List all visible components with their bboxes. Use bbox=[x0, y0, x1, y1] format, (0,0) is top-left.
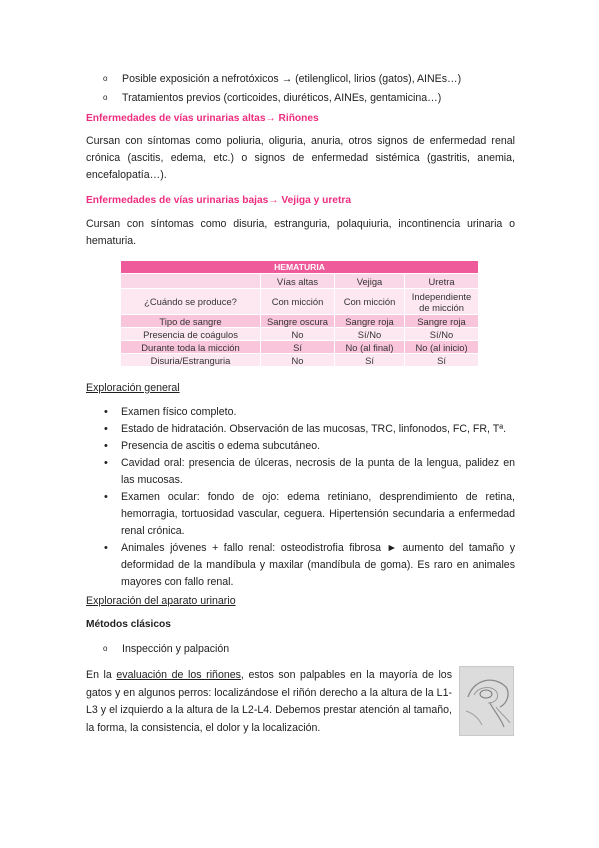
circle-bullet-icon: o bbox=[103, 644, 108, 653]
metodos-clasicos-subheading: Métodos clásicos bbox=[86, 619, 171, 630]
table-header-row bbox=[121, 274, 479, 289]
filled-dot-icon: • bbox=[104, 542, 108, 554]
table-cell: Sí bbox=[335, 354, 405, 367]
list-item bbox=[103, 438, 515, 455]
column-header: Vías altas bbox=[261, 274, 335, 289]
list-item bbox=[103, 89, 523, 108]
list-item bbox=[103, 421, 515, 438]
list-item-text: Posible exposición a nefrotóxicos → (etilenglicol, lirios (gatos), AINEs…) bbox=[122, 73, 462, 85]
table-cell: ¿Cuándo se produce? bbox=[121, 289, 261, 315]
paragraph-text: En la bbox=[86, 669, 117, 681]
table-cell: No (al final) bbox=[335, 341, 405, 354]
table-cell: No (al inicio) bbox=[405, 341, 479, 354]
palpation-illustration bbox=[459, 666, 514, 736]
hematuria-table bbox=[120, 260, 479, 367]
table-row bbox=[121, 328, 479, 341]
list-item-text: Inspección y palpación bbox=[122, 643, 230, 655]
table-cell: No bbox=[261, 354, 335, 367]
circle-bullet-icon: o bbox=[103, 92, 108, 102]
table-cell: Tipo de sangre bbox=[121, 315, 261, 328]
paragraph-text: , estos son palpables en la mayoría de los gatos y en algunos perros: localizándose el riñón derecho a la altura de la L1-L3 y el izquierdo a la altura de la L2-L4. Debemos prestar atención al tamaño, la forma, la consistencia, el dolor y la localización. bbox=[86, 669, 453, 734]
table-row bbox=[121, 354, 479, 367]
table-cell: Sangre oscura bbox=[261, 315, 335, 328]
palpation-sketch-icon bbox=[460, 667, 513, 735]
table-cell: Independiente de micción bbox=[405, 289, 479, 315]
list-item bbox=[103, 489, 515, 540]
table-cell: Disuria/Estranguria bbox=[121, 354, 261, 367]
list-item bbox=[103, 70, 523, 89]
table-title-row bbox=[121, 261, 479, 274]
top-list bbox=[103, 70, 523, 107]
list-item-text: Tratamientos previos (corticoides, diuréticos, AINEs, gentamicina…) bbox=[122, 91, 442, 104]
filled-dot-icon: • bbox=[104, 491, 108, 503]
list-item-text: Cavidad oral: presencia de úlceras, necrosis de la punta de la lengua, palidez en las mucosas. bbox=[121, 457, 515, 486]
riñones-paragraph bbox=[86, 667, 452, 737]
table-cell: No bbox=[261, 328, 335, 341]
table-cell: Sí bbox=[405, 354, 479, 367]
column-header: Uretra bbox=[405, 274, 479, 289]
bajas-heading: Enfermedades de vías urinarias bajas→ Vejiga y uretra bbox=[86, 195, 351, 206]
list-item-text: Animales jóvenes + fallo renal: osteodistrofia fibrosa ► aumento del tamaño y deformidad de la mandíbula y maxilar (mandíbula de goma). Es raro en animales mayores con fallo renal. bbox=[121, 542, 515, 588]
table-cell: Sí/No bbox=[405, 328, 479, 341]
column-header: Vejiga bbox=[335, 274, 405, 289]
list-item-text: Estado de hidratación. Observación de las mucosas, TRC, linfonodos, FC, FR, Tª. bbox=[121, 423, 507, 435]
exploracion-urinario-heading: Exploración del aparato urinario bbox=[86, 595, 236, 607]
list-item bbox=[103, 640, 523, 659]
altas-paragraph: Cursan con síntomas como poliuria, oliguria, anuria, otros signos de enfermedad renal crónica (ascitis, edema, etc.) o signos de enfermedad sistémica (gastritis, anemia, encefalopatía…). bbox=[86, 135, 515, 181]
list-item-text: Examen ocular: fondo de ojo: edema retiniano, desprendimiento de retina, hemorragia, tortuosidad vascular, ceguera. Hipertensión secundaria a enfermedad renal crónica. bbox=[121, 491, 515, 537]
list-item bbox=[103, 455, 515, 489]
list-item-text: Examen físico completo. bbox=[121, 406, 237, 418]
filled-dot-icon: • bbox=[104, 440, 108, 452]
table-row bbox=[121, 341, 479, 354]
table-cell: Sí/No bbox=[335, 328, 405, 341]
list-item-text: Presencia de ascitis o edema subcutáneo. bbox=[121, 440, 321, 452]
list-item bbox=[103, 404, 515, 421]
filled-dot-icon: • bbox=[104, 457, 108, 469]
altas-heading: Enfermedades de vías urinarias altas→ Riñones bbox=[86, 113, 319, 124]
table-title: HEMATURIA bbox=[121, 261, 479, 274]
table-cell: Durante toda la micción bbox=[121, 341, 261, 354]
filled-dot-icon: • bbox=[104, 406, 108, 418]
table-cell: Sí bbox=[261, 341, 335, 354]
table-cell: Con micción bbox=[261, 289, 335, 315]
table-row bbox=[121, 315, 479, 328]
list-item bbox=[103, 540, 515, 591]
exploracion-general-list bbox=[103, 404, 515, 591]
table-cell: Sangre roja bbox=[405, 315, 479, 328]
column-header bbox=[121, 274, 261, 289]
riñones-link-text: evaluación de los riñones bbox=[116, 669, 241, 681]
table-cell: Con micción bbox=[335, 289, 405, 315]
table-cell: Sangre roja bbox=[335, 315, 405, 328]
bajas-paragraph: Cursan con síntomas como disuria, estranguria, polaquiuria, incontinencia urinaria o hematuria. bbox=[86, 218, 515, 247]
filled-dot-icon: • bbox=[104, 423, 108, 435]
table-cell: Presencia de coágulos bbox=[121, 328, 261, 341]
exploracion-general-heading: Exploración general bbox=[86, 382, 180, 394]
urinario-sub-list bbox=[103, 640, 523, 659]
table-row bbox=[121, 289, 479, 315]
circle-bullet-icon: o bbox=[103, 74, 108, 83]
